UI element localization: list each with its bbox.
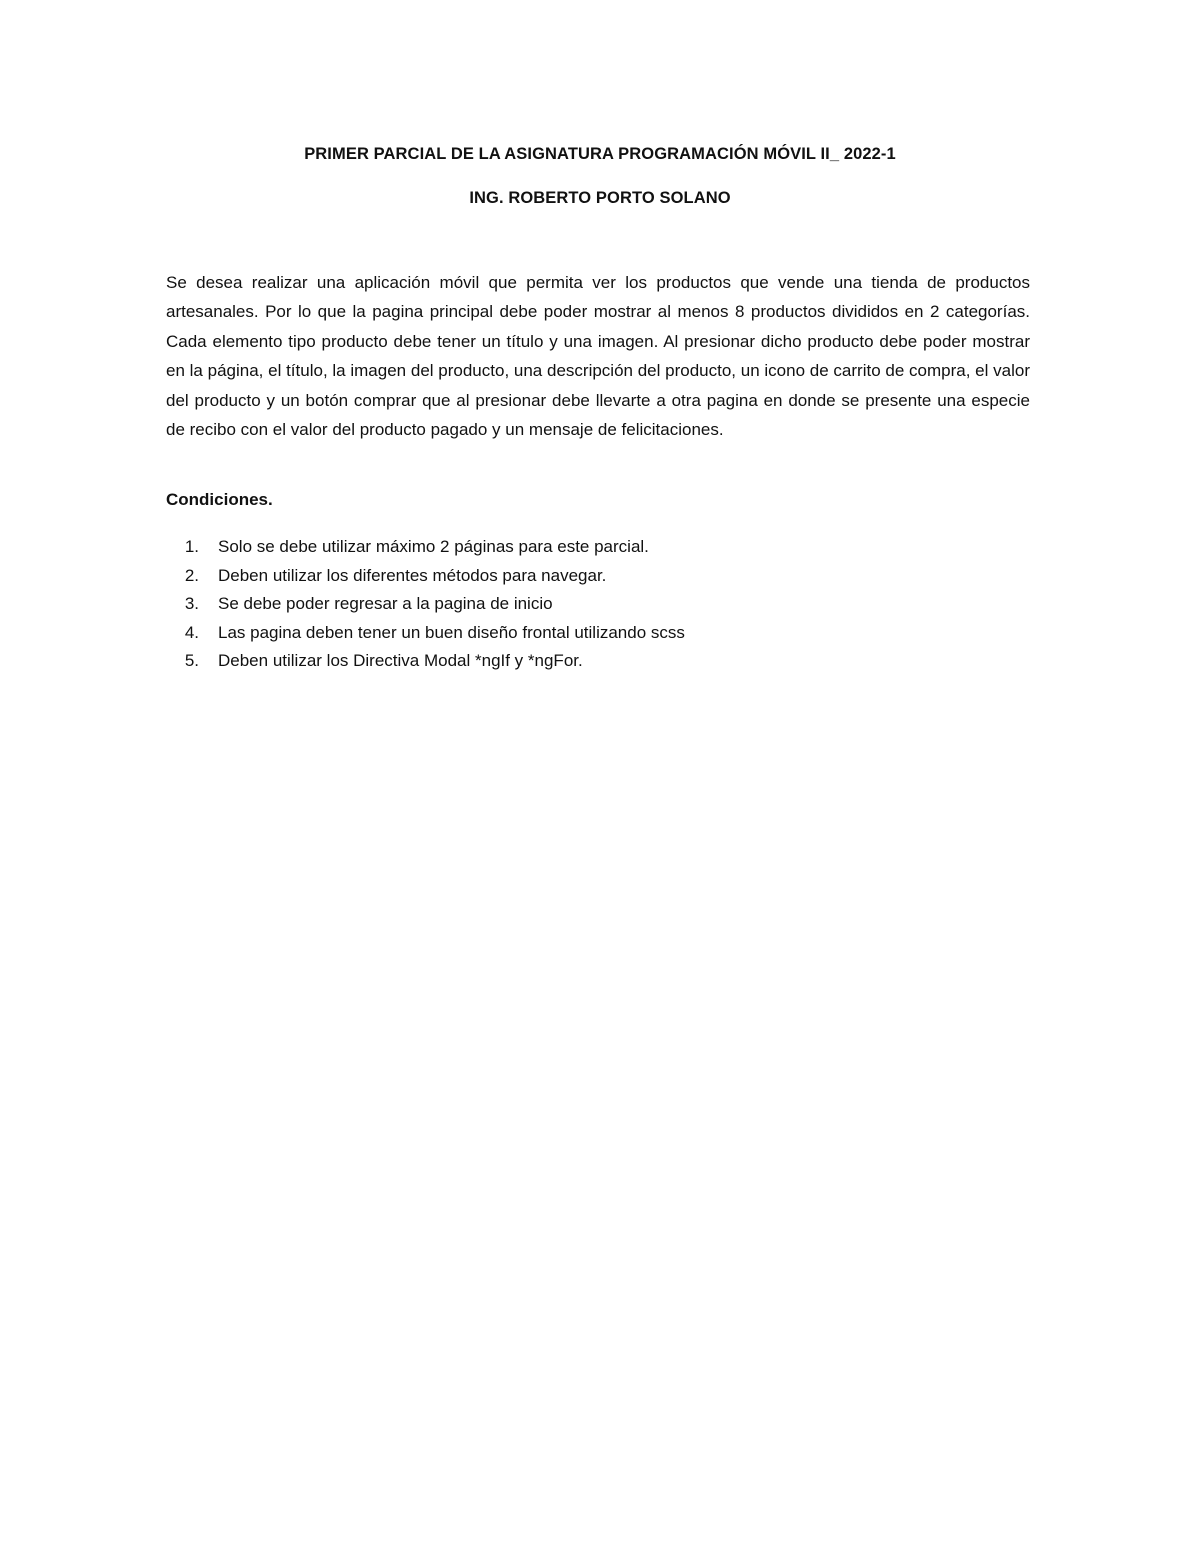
list-item — [166, 562, 1030, 591]
list-item-text: Las pagina deben tener un buen diseño frontal utilizando scss — [218, 622, 685, 642]
list-item-text: Deben utilizar los diferentes métodos para navegar. — [218, 565, 607, 585]
document-author: ING. ROBERTO PORTO SOLANO — [469, 189, 731, 207]
list-item — [166, 619, 1030, 648]
assignment-description: Se desea realizar una aplicación móvil que permita ver los productos que vende una tienda de productos artesanales. Por lo que la pagina principal debe poder mostrar al menos 8 productos divididos en 2 categorías. Cada elemento tipo producto debe tener un título y una imagen. Al presionar dicho producto debe poder mostrar en la página, el título, la imagen del producto, una descripción del producto, un icono de carrito de compra, el valor del producto y un botón comprar que al presionar debe llevarte a otra pagina en donde se presente una especie de recibo con el valor del producto pagado y un mensaje de felicitaciones. — [166, 273, 1030, 440]
conditions-heading: Condiciones. — [166, 490, 273, 509]
list-item-text: Se debe poder regresar a la pagina de inicio — [218, 594, 553, 614]
list-item — [166, 647, 1030, 676]
list-item-number: 1. — [184, 537, 199, 556]
list-item-number: 4. — [184, 622, 199, 642]
list-item-number: 2. — [184, 565, 199, 585]
conditions-list — [166, 533, 1030, 676]
list-item-number: 5. — [184, 651, 199, 671]
list-item — [166, 590, 1030, 619]
list-item — [166, 533, 1030, 562]
list-item-text: Solo se debe utilizar máximo 2 páginas para este parcial. — [218, 537, 649, 556]
list-item-text: Deben utilizar los Directiva Modal *ngIf y *ngFor. — [218, 651, 583, 671]
list-item-number: 3. — [184, 594, 199, 614]
document-title: PRIMER PARCIAL DE LA ASIGNATURA PROGRAMACIÓN MÓVIL II_ 2022-1 — [304, 145, 896, 163]
